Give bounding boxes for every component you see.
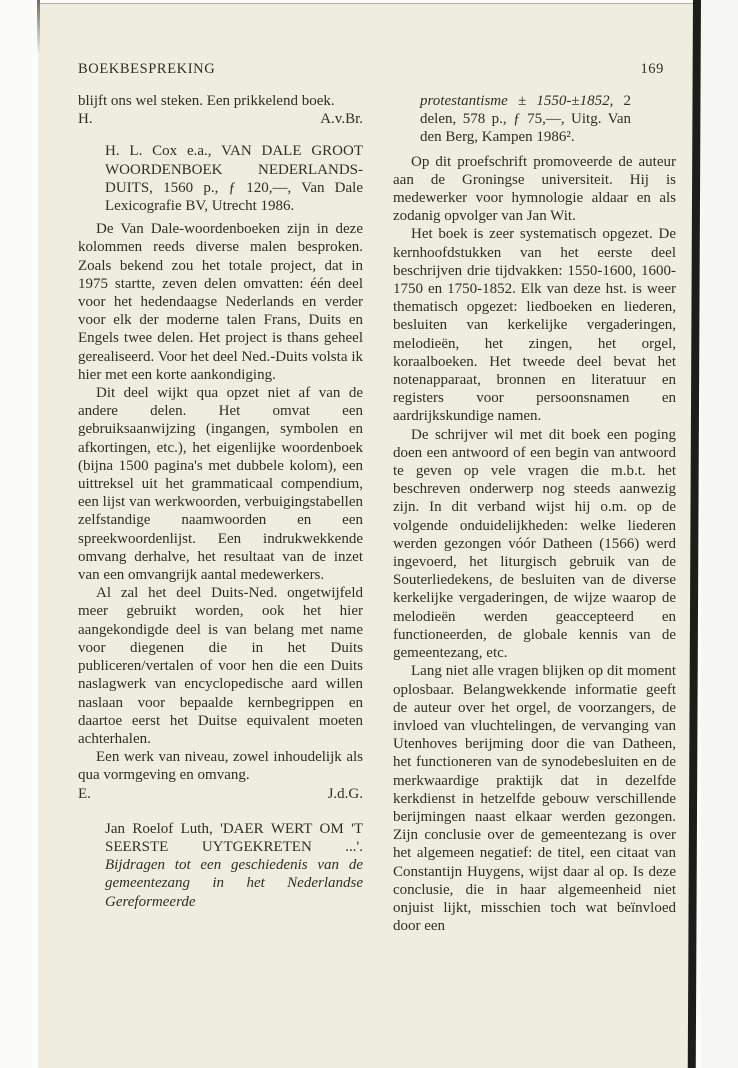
page-header — [78, 61, 676, 77]
signoff-reviewer: A.v.Br. — [320, 111, 363, 128]
paragraph: Op dit proefschrift promoveerde de auteur aan de Groningse universiteit. Hij is medewerker voor hymnologie aldaar en als zodanig opvolger van Jan Wit. — [393, 153, 676, 225]
paragraph: Al zal het deel Duits-Ned. ongetwijfeld meer gebruikt worden, ook het hier aangekondigde deel is van belang met name voor diegenen die in het Duits publiceren/vertalen of voor hen die een Duits naslagwerk van encyclopedische aard willen naslaan voor bepaalde kernbegrippen en daartoe eerst het Duitse equivalent moeten achterhalen. — [78, 585, 363, 747]
running-head: BOEKBESPREKING — [78, 61, 216, 77]
paragraph: Dit deel wijkt qua opzet niet af van de andere delen. Het omvat een gebruiksaanwijzing (ingangen, symbolen en afkortingen, etc.), het eigenlijke woordenboek (bijna 1500 pagina's met dubbele kolom), een uittreksel uit het grammaticaal compendium, een lijst van werkwoorden, verbuigingstabellen zelfstandige naamwoorden en een spreekwoordenlijst. Een indrukwekkende omvang derhalve, het resultaat van de inzet van een omvangrijk aantal medewerkers. — [78, 385, 363, 584]
paragraph: Lang niet alle vragen blijken op dit moment oplosbaar. Belangwekkende informatie geeft de auteur over het orgel, de voorzangers, de invloed van vluchtelingen, de vervanging van Utenhoves berijming door die van Datheen, het functioneren van de synodebesluiten en de merkwaardige praktijk dat in dezelfde kerkdienst in hetzelfde gebouw verschillende berijmingen naast elkaar werden gezongen. Zijn conclusie over de gemeentezang is over het algemeen negatief: de titel, een citaat van Constantijn Huygens, wijst daar al op. Is deze conclusie, die in haar algemeenheid niet onjuist lijkt, misschien toch wat beïnvloed door een — [393, 663, 676, 935]
review-heading-cox: H. L. Cox e.a., VAN DALE GROOT WOORDENBOEK NEDERLANDS-DUITS, 1560 p., ƒ 120,—, Van Dale Lexicografie BV, Utrecht 1986. — [105, 143, 363, 215]
book-page — [38, 3, 695, 1068]
signoff-reviewer: J.d.G. — [327, 785, 363, 802]
paragraph: Het boek is zeer systematisch opgezet. De kernhoofdstukken van het eerste deel beschrijven drie tijdvakken: 1550-1600, 1600-1750 en 1750-1852. Elk van deze hst. is weer thematisch opgezet: liedboeken en liederen, besluiten van kerkelijke vergaderingen, melodieën, het zingen, het orgel, koraalboeken. Het tweede deel bevat het notenapparaat, bronnen en literatuur en registers voor persoonsnamen en aardrijkskundige namen. — [393, 226, 676, 425]
signoff-initial: E. — [78, 785, 91, 802]
page-edge-mark — [37, 0, 40, 54]
paragraph: De schrijver wil met dit boek een poging doen een antwoord of een begin van antwoord te geven op vele vragen die m.b.t. het beschreven onderwerp nog steeds aanwezig zijn. In dit verband wijst hij o.m. op de volgende onduidelijkheden: welke liederen werden gezongen vóór Datheen (1566) werd ingevoerd, het liturgisch gebruik van de Souterliedekens, de besluiten van de diverse kerkelijke vergaderingen, de wijze waarop de melodieën werden geaccepteerd en functioneerden, de globale kennis van de gemeentezang, etc. — [393, 426, 676, 662]
citation-block — [420, 92, 631, 147]
page-number: 169 — [640, 61, 664, 77]
paragraph: Een werk van niveau, zowel inhoudelijk als qua vormgeving en omvang. — [78, 749, 363, 784]
left-column — [78, 92, 363, 935]
citation-title: protestantisme ± 1550-±1852 — [420, 93, 610, 109]
heading-italic-part: Bijdragen tot een geschiedenis van de gemeentezang in het Nederlandse Gereformeerde — [105, 857, 363, 910]
heading-roman-part: Jan Roelof Luth, 'DAER WERT OM 'T SEERSTE UYTGEKRETEN ...'. — [105, 820, 363, 855]
outer-right-margin — [701, 0, 738, 1068]
signoff-initial: H. — [78, 111, 93, 128]
signoff-row-jdg — [78, 785, 363, 803]
two-column-text — [78, 92, 676, 935]
right-column — [393, 92, 676, 935]
citation-details: , 2 delen, 578 p., ƒ 75,—, Uitg. Van den Berg, Kampen 1986². — [420, 93, 631, 146]
paragraph-fragment: blijft ons wel steken. Een prikkelend boek. — [78, 93, 335, 109]
paragraph: De Van Dale-woordenboeken zijn in deze kolommen reeds diverse malen besproken. Zoals bekend zou het totale project, dat in 1975 startte, zeven delen omvatten: één deel voor het hedendaagse Nederlands en verder voor elk der moderne talen Frans, Duits en Engels twee delen. Het project is thans geheel gerealiseerd. Voor het deel Ned.-Duits volsta ik hier met een korte aankondiging. — [78, 221, 363, 383]
signoff-row-avbr — [78, 110, 363, 128]
review-heading-luth — [105, 820, 363, 911]
